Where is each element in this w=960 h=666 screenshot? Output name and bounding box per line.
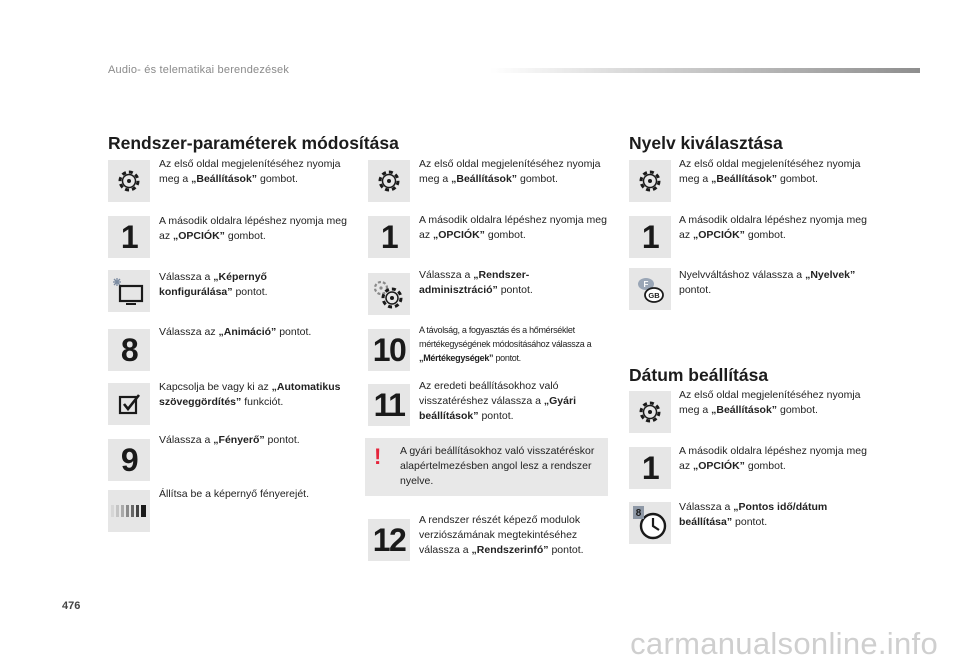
step-text: A második oldalra lépéshez nyomja meg az „OPCIÓK” gombot. <box>159 215 347 242</box>
watermark: carmanualsonline.info <box>630 626 938 661</box>
step-text: Az első oldal megjelenítéséhez nyomja meg a „Beállítások” gombot. <box>159 158 341 185</box>
clock-date-icon <box>631 504 669 542</box>
step-text: A második oldalra lépéshez nyomja meg az „OPCIÓK” gombot. <box>679 445 867 472</box>
section-title-date: Dátum beállítása <box>629 365 769 385</box>
step-text: Válassza a „Képernyő konfigurálása” pontot. <box>159 271 268 298</box>
step-text: A második oldalra lépéshez nyomja meg az „OPCIÓK” gombot. <box>679 214 867 241</box>
gear-icon <box>635 166 665 196</box>
settings-icon-tile <box>629 160 671 202</box>
page-number: 476 <box>62 600 81 612</box>
step-text: A rendszer részét képező modulok verziószámának megtekintéséhez válassza a „Rendszerinfó” pontot. <box>419 514 584 556</box>
settings-icon-tile <box>629 391 671 433</box>
warning-text: A gyári beállításokhoz való visszatéréskor alapértelmezésben angol lesz a rendszer nyelve. <box>400 445 595 487</box>
step-text: Kapcsolja be vagy ki az „Automatikus szöveggördítés” funkciót. <box>159 381 341 408</box>
step-text: Az eredeti beállításokhoz való visszatéréshez válassza a „Gyári beállítások” pontot. <box>419 380 576 422</box>
step-text: Válassza a „Fényerő” pontot. <box>159 434 300 446</box>
step-text: Az első oldal megjelenítéséhez nyomja meg a „Beállítások” gombot. <box>679 389 861 416</box>
section-title-system: Rendszer-paraméterek módosítása <box>108 133 399 153</box>
system-admin-icon-tile <box>368 273 410 315</box>
brightness-bars-icon <box>110 501 148 521</box>
calendar-badge: 8 <box>635 508 642 519</box>
step-text: Válassza a „Pontos idő/dátum beállítása” pontot. <box>679 501 828 528</box>
section-title-language: Nyelv kiválasztása <box>629 133 783 153</box>
gear-icon <box>635 397 665 427</box>
step-text: A távolság, a fogyasztás és a hőmérséklet mértékegységének módosításához válassza a „Mértékegységek” pontot. <box>419 325 592 363</box>
step-text: Az első oldal megjelenítéséhez nyomja meg a „Beállítások” gombot. <box>419 158 601 185</box>
step-number: 1 <box>629 447 671 489</box>
step-number: 9 <box>108 439 150 481</box>
step-number: 1 <box>629 216 671 258</box>
brightness-icon-tile <box>108 490 150 532</box>
step-number: 11 <box>368 384 410 426</box>
gear-icon <box>374 166 404 196</box>
header-title: Audio- és telematikai berendezések <box>108 64 290 76</box>
step-text: Állítsa be a képernyő fényerejét. <box>159 488 310 500</box>
clock-icon-tile <box>629 502 671 544</box>
warning-icon: ! <box>374 444 382 469</box>
step-text: Az első oldal megjelenítéséhez nyomja meg a „Beállítások” gombot. <box>679 158 861 185</box>
screen-config-icon-tile <box>108 270 150 312</box>
step-text: Nyelvváltáshoz válassza a „Nyelvek” pontot. <box>679 269 856 296</box>
step-number: 8 <box>108 329 150 371</box>
screen-settings-icon <box>112 276 146 306</box>
header-divider <box>490 68 920 73</box>
language-icon-tile <box>629 268 671 310</box>
language-bubbles-icon <box>633 272 667 306</box>
checkbox-icon <box>116 391 142 417</box>
gear-icon <box>114 166 144 196</box>
step-number: 1 <box>108 216 150 258</box>
step-number: 1 <box>368 216 410 258</box>
step-text: Válassza a „Rendszer-adminisztráció” pontot. <box>419 269 533 296</box>
warning-note <box>365 438 608 496</box>
step-number: 12 <box>368 519 410 561</box>
language-icon-gb: GB <box>648 291 660 300</box>
language-icon-f: F <box>643 280 649 289</box>
settings-icon-tile <box>108 160 150 202</box>
settings-icon-tile <box>368 160 410 202</box>
step-text: A második oldalra lépéshez nyomja meg az „OPCIÓK” gombot. <box>419 214 607 241</box>
system-admin-gears-icon <box>370 277 408 311</box>
step-number: 10 <box>368 329 410 371</box>
checkbox-icon-tile <box>108 383 150 425</box>
step-text: Válassza az „Animáció” pontot. <box>159 326 312 338</box>
